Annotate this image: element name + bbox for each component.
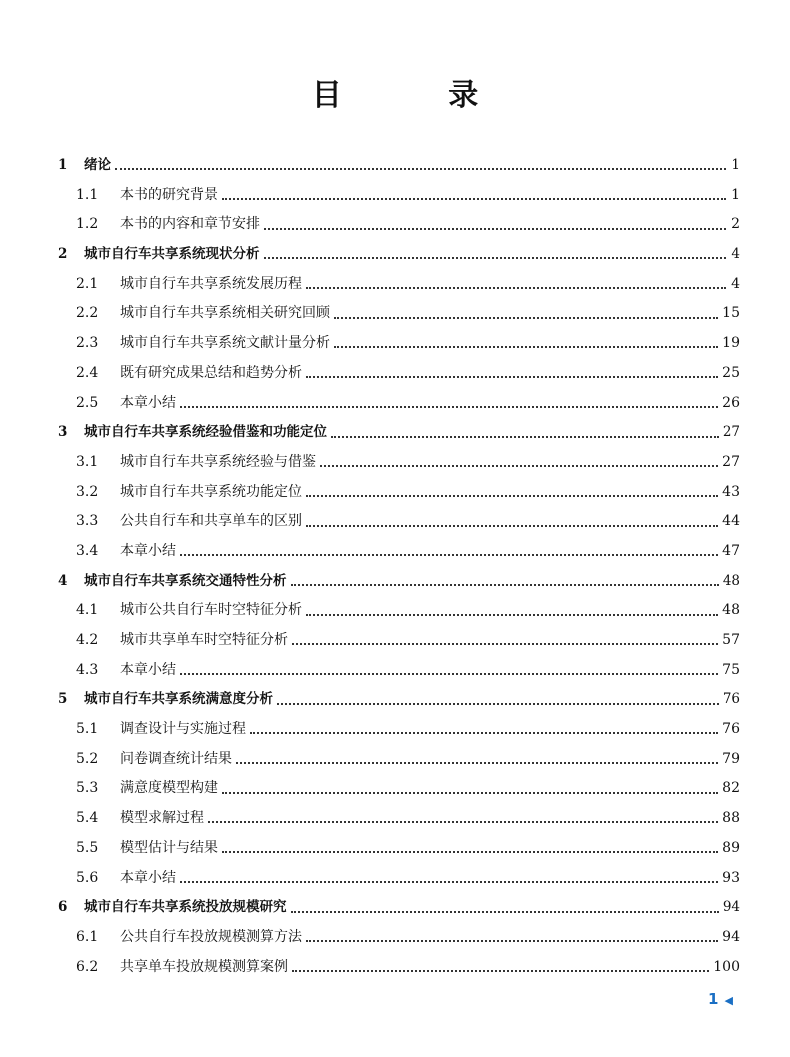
- toc-section-entry[interactable]: [58, 715, 740, 745]
- entry-page-number: 75: [722, 661, 740, 678]
- entry-title: 本章小结: [120, 542, 176, 559]
- dot-leader: [180, 405, 718, 408]
- dot-leader: [306, 286, 726, 289]
- entry-title: 本章小结: [120, 661, 176, 678]
- toc-section-entry[interactable]: [58, 389, 740, 419]
- entry-number: 2.2: [76, 305, 99, 322]
- entry-title: 城市自行车共享系统满意度分析: [84, 691, 273, 708]
- entry-title: 公共自行车和共享单车的区别: [120, 513, 302, 530]
- toc-chapter-entry[interactable]: [58, 893, 740, 923]
- entry-number: 5.3: [76, 780, 99, 797]
- entry-title: 模型估计与结果: [120, 839, 218, 856]
- entry-title: 本书的内容和章节安排: [120, 216, 260, 233]
- entry-title: 城市自行车共享系统文献计量分析: [120, 335, 330, 352]
- dot-leader: [264, 227, 726, 230]
- toc-section-entry[interactable]: [58, 299, 740, 329]
- entry-number: 4.1: [76, 602, 99, 619]
- entry-number: 2.1: [76, 275, 99, 292]
- dot-leader: [180, 880, 718, 883]
- entry-page-number: 25: [722, 364, 740, 381]
- entry-number: 2.5: [76, 394, 99, 411]
- entry-number: 2.3: [76, 335, 99, 352]
- entry-number: 2: [58, 246, 68, 263]
- entry-title: 城市自行车共享系统投放规模研究: [84, 899, 287, 916]
- toc-section-entry[interactable]: [58, 834, 740, 864]
- dot-leader: [222, 791, 718, 794]
- entry-page-number: 93: [722, 869, 740, 886]
- entry-title: 城市自行车共享系统发展历程: [120, 275, 302, 292]
- entry-page-number: 88: [722, 810, 740, 827]
- dot-leader: [222, 197, 726, 200]
- entry-page-number: 57: [722, 632, 740, 648]
- dot-leader: [306, 613, 718, 616]
- toc-chapter-entry[interactable]: [58, 418, 740, 448]
- toc-section-entry[interactable]: [58, 537, 740, 567]
- entry-page-number: 44: [722, 513, 740, 530]
- entry-page-number: 4: [731, 275, 740, 292]
- entry-number: 1.2: [76, 216, 99, 233]
- entry-number: 5.4: [76, 810, 99, 827]
- entry-page-number: 48: [722, 572, 740, 589]
- dot-leader: [306, 939, 718, 942]
- entry-page-number: 82: [722, 780, 740, 797]
- entry-page-number: 1: [731, 186, 740, 203]
- dot-leader: [292, 642, 718, 645]
- entry-page-number: 1: [731, 157, 740, 173]
- entry-page-number: 76: [722, 691, 740, 708]
- toc-section-entry[interactable]: [58, 596, 740, 626]
- entry-title: 绪论: [84, 157, 111, 173]
- page-number: 1: [708, 990, 719, 1008]
- page-title: 目 录: [311, 78, 527, 113]
- entry-page-number: 27: [722, 453, 740, 470]
- entry-page-number: 19: [722, 335, 740, 352]
- entry-number: 4.2: [76, 632, 99, 648]
- entry-title: 城市自行车共享系统相关研究回顾: [120, 305, 330, 322]
- dot-leader: [334, 316, 718, 319]
- entry-page-number: 2: [731, 216, 740, 233]
- entry-title: 城市公共自行车时空特征分析: [120, 602, 302, 619]
- entry-page-number: 47: [722, 542, 740, 559]
- entry-page-number: 79: [722, 750, 740, 767]
- entry-title: 城市自行车共享系统现状分析: [84, 246, 260, 263]
- entry-number: 3.1: [76, 453, 99, 470]
- toc-section-entry[interactable]: [58, 656, 740, 686]
- dot-leader: [208, 820, 718, 823]
- toc-section-entry[interactable]: [58, 359, 740, 389]
- dot-leader: [180, 553, 718, 556]
- entry-page-number: 100: [713, 958, 740, 975]
- entry-page-number: 94: [722, 928, 740, 945]
- entry-title: 本章小结: [120, 869, 176, 886]
- page-folio: [708, 990, 733, 1008]
- entry-number: 1.1: [76, 186, 99, 203]
- entry-number: 1: [58, 157, 68, 173]
- entry-number: 6.2: [76, 958, 99, 975]
- toc-section-entry[interactable]: [58, 804, 740, 834]
- dot-leader: [306, 375, 718, 378]
- dot-leader: [320, 464, 718, 467]
- entry-title: 公共自行车投放规模测算方法: [120, 928, 302, 945]
- entry-page-number: 76: [722, 721, 740, 738]
- toc-section-entry[interactable]: [58, 953, 740, 983]
- toc-section-entry[interactable]: [58, 210, 740, 240]
- toc-section-entry[interactable]: [58, 329, 740, 359]
- toc-chapter-entry[interactable]: [58, 685, 740, 715]
- toc-section-entry[interactable]: [58, 774, 740, 804]
- entry-title: 本书的研究背景: [120, 186, 218, 203]
- entry-title: 共享单车投放规模测算案例: [120, 958, 288, 975]
- entry-page-number: 4: [731, 246, 740, 263]
- dot-leader: [331, 435, 719, 438]
- toc-section-entry[interactable]: [58, 507, 740, 537]
- toc-section-entry[interactable]: [58, 864, 740, 894]
- toc-section-entry[interactable]: [58, 448, 740, 478]
- dot-leader: [180, 672, 718, 675]
- entry-number: 6: [58, 899, 68, 916]
- entry-number: 3.4: [76, 542, 99, 559]
- entry-title: 城市共享单车时空特征分析: [120, 632, 288, 648]
- entry-title: 城市自行车共享系统功能定位: [120, 483, 302, 500]
- dot-leader: [291, 583, 719, 586]
- entry-number: 3.2: [76, 483, 99, 500]
- entry-number: 3: [58, 424, 68, 441]
- toc-section-entry[interactable]: [58, 923, 740, 953]
- entry-page-number: 26: [722, 394, 740, 411]
- left-triangle-icon[interactable]: ◀: [724, 994, 733, 1007]
- dot-leader: [334, 345, 718, 348]
- entry-number: 5.6: [76, 869, 99, 886]
- entry-number: 3.3: [76, 513, 99, 530]
- entry-number: 6.1: [76, 928, 99, 945]
- entry-number: 4: [58, 572, 68, 589]
- entry-number: 5: [58, 691, 68, 708]
- toc-chapter-entry[interactable]: [58, 151, 740, 181]
- table-of-contents: [58, 151, 740, 982]
- dot-leader: [292, 969, 709, 972]
- toc-section-entry[interactable]: [58, 478, 740, 508]
- entry-number: 2.4: [76, 364, 99, 381]
- toc-section-entry[interactable]: [58, 181, 740, 211]
- entry-title: 本章小结: [120, 394, 176, 411]
- entry-page-number: 43: [722, 483, 740, 500]
- dot-leader: [115, 167, 726, 170]
- dot-leader: [236, 761, 718, 764]
- dot-leader: [250, 731, 718, 734]
- entry-title: 城市自行车共享系统交通特性分析: [84, 572, 287, 589]
- entry-page-number: 48: [722, 602, 740, 619]
- dot-leader: [306, 494, 718, 497]
- entry-number: 5.5: [76, 839, 99, 856]
- entry-number: 4.3: [76, 661, 99, 678]
- entry-number: 5.1: [76, 721, 99, 738]
- dot-leader: [264, 256, 727, 259]
- entry-page-number: 27: [722, 424, 740, 441]
- entry-title: 模型求解过程: [120, 810, 204, 827]
- dot-leader: [291, 910, 719, 913]
- toc-chapter-entry[interactable]: [58, 240, 740, 270]
- dot-leader: [222, 850, 718, 853]
- entry-title: 城市自行车共享系统经验与借鉴: [120, 453, 316, 470]
- dot-leader: [277, 702, 719, 705]
- entry-title: 调查设计与实施过程: [120, 721, 246, 738]
- entry-title: 满意度模型构建: [120, 780, 218, 797]
- toc-section-entry[interactable]: [58, 626, 740, 656]
- toc-chapter-entry[interactable]: [58, 567, 740, 597]
- dot-leader: [306, 524, 718, 527]
- entry-title: 城市自行车共享系统经验借鉴和功能定位: [84, 424, 327, 441]
- entry-title: 既有研究成果总结和趋势分析: [120, 364, 302, 381]
- entry-page-number: 94: [722, 899, 740, 916]
- toc-section-entry[interactable]: [58, 270, 740, 300]
- entry-number: 5.2: [76, 750, 99, 767]
- toc-section-entry[interactable]: [58, 745, 740, 775]
- entry-page-number: 89: [722, 839, 740, 856]
- entry-page-number: 15: [722, 305, 740, 322]
- entry-title: 问卷调查统计结果: [120, 750, 232, 767]
